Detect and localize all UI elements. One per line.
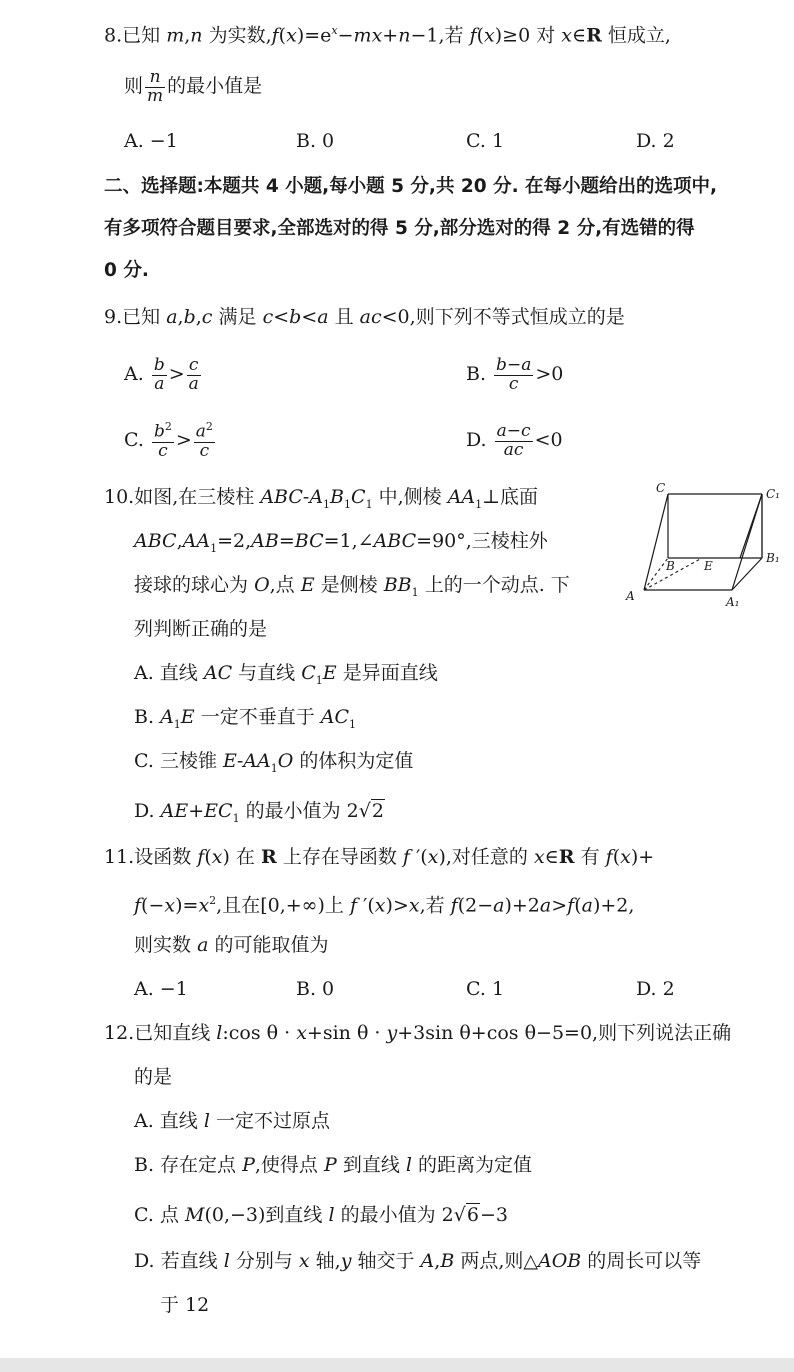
section2-header-line1: 二、选择题:本题共 4 小题,每小题 5 分,共 20 分. 在每小题给出的选项中, (104, 176, 718, 197)
q11-option-b[interactable]: B. 0 (296, 978, 335, 1000)
label-c: C (656, 481, 666, 495)
q12-option-a[interactable]: A. 直线 l 一定不过原点 (134, 1110, 330, 1132)
q10-line3: 接球的球心为 O,点 E 是侧棱 $BB_1$ 上的一个动点. 下 (134, 574, 570, 599)
q11-option-d[interactable]: D. 2 (636, 978, 675, 1000)
q12-option-d-line2: 于 12 (160, 1294, 210, 1316)
fraction-n-over-m: $\frac{n}{m}$ (147, 66, 164, 106)
q8-option-b[interactable]: B. 0 (296, 130, 335, 152)
q9-option-d[interactable]: D. $\frac{a-c}{ac}$ <0 (466, 420, 563, 460)
q9-stem: 9.已知 a,b,c 满足 c<b<a 且 ac<0,则下列不等式恒成立的是 (104, 306, 625, 328)
section2-header-line3: 0 分. (104, 260, 149, 281)
q11-line3: 则实数 a 的可能取值为 (134, 934, 329, 956)
bottom-scroll-bar (0, 1358, 794, 1372)
q9-option-a[interactable]: A. $\frac{b}{a}$ > $\frac{c}{a}$ (124, 354, 199, 394)
q8-option-c[interactable]: C. 1 (466, 130, 505, 152)
q8-stem: 8.已知 m,n 为实数$,f(x)=e^x-mx+n-1$,若 f(x)≥0 对 x∈R 恒成立, (104, 24, 671, 47)
label-c1: C₁ (766, 487, 780, 501)
label-e: E (704, 559, 713, 573)
q12-line1: 12.已知直线 l:cos θ · x+sin θ · y+3sin θ+cos θ−5=0,则下列说法正确 (104, 1022, 732, 1044)
edge-c-a (644, 494, 668, 590)
q12-option-d[interactable]: D. 若直线 l 分别与 x 轴,y 轴交于 A,B 两点,则△AOB 的周长可以等 (134, 1250, 702, 1272)
q8-option-a[interactable]: A. −1 (124, 130, 178, 152)
q11-line2: $f(-x)=x^2$,且在[0,+∞)上 f ′(x)>x,若 f(2−a)+2a>f(a)+2, (134, 894, 635, 917)
prism-figure (622, 478, 794, 614)
q11-line1: 11.设函数 f(x) 在 R 上存在导函数 f ′(x),对任意的 x∈R 有 f(x)+ (104, 846, 655, 868)
q10-option-b[interactable]: B. $A_1E$ 一定不垂直于 $AC_1$ (134, 706, 357, 731)
label-a1: A₁ (726, 595, 740, 609)
edge-c1-a1 (732, 494, 762, 590)
q8-option-d[interactable]: D. 2 (636, 130, 675, 152)
q9-option-c[interactable]: C. $\frac{b^2}{c}$ > $\frac{a^2}{c}$ (124, 420, 213, 461)
q9-option-b[interactable]: B. $\frac{b-a}{c}$ >0 (466, 354, 564, 394)
q10-option-a[interactable]: A. 直线 AC 与直线 $C_1E$ 是异面直线 (134, 662, 438, 687)
section2-header-line2: 有多项符合题目要求,全部选对的得 5 分,部分选对的得 2 分,有选错的得 (104, 218, 695, 239)
label-a: A (626, 589, 635, 603)
q12-option-b[interactable]: B. 存在定点 P,使得点 P 到直线 l 的距离为定值 (134, 1154, 533, 1176)
label-b1: B₁ (766, 551, 780, 565)
q10-option-c[interactable]: C. 三棱锥 $E-AA_1O$ 的体积为定值 (134, 750, 414, 775)
q12-line2: 的是 (134, 1066, 173, 1088)
q10-line4: 列判断正确的是 (134, 618, 268, 640)
q10-line2: $ABC,AA_1=2,AB=BC=1,\angle ABC=90^\circ$,三棱柱外 (134, 530, 548, 555)
q12-option-c[interactable]: C. 点 M(0,−3)到直线 l 的最小值为 2√6−3 (134, 1204, 508, 1226)
label-b: B (666, 559, 675, 573)
q10-line1: 10.如图,在三棱柱 ABC-$A_1B_1C_1$ 中,侧棱 $AA_1\perp$底面 (104, 486, 539, 511)
q10-option-d[interactable]: D. $AE+EC_1$ 的最小值为 2√2 (134, 800, 384, 825)
q11-option-c[interactable]: C. 1 (466, 978, 505, 1000)
q11-option-a[interactable]: A. −1 (134, 978, 188, 1000)
q8-line2: 则 $\frac{n}{m}$ 的最小值是 (124, 66, 263, 106)
